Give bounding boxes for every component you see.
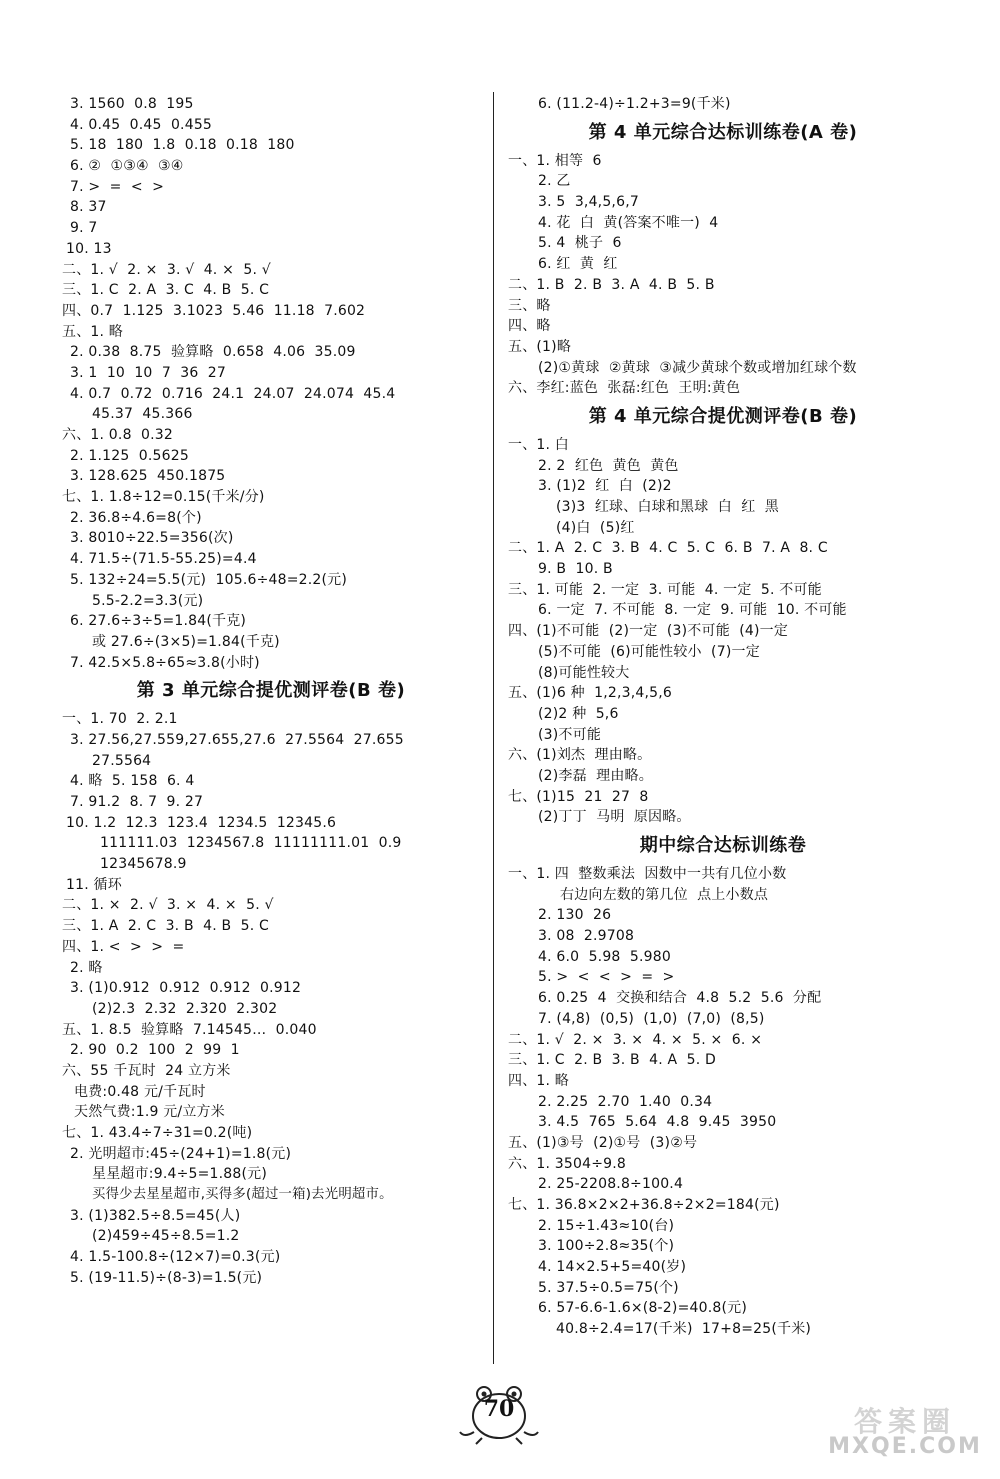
answer-line: 7. > = < >	[70, 178, 165, 195]
answer-line: 111111.03 1234567.8 11111111.01 0.9	[100, 835, 402, 852]
answer-line: 3. (1)382.5÷8.5=45(人)	[70, 1207, 241, 1224]
right-column	[508, 94, 938, 1340]
answer-line: 六、1. 0.8 0.32	[62, 427, 173, 443]
answer-line: (3)不可能	[538, 726, 602, 743]
page-number: 70	[483, 1396, 515, 1422]
answer-line: 一、1. 白	[508, 436, 570, 453]
answer-line: (4)白 (5)红	[556, 519, 635, 536]
answer-line: 六、1. 3504÷9.8	[508, 1155, 627, 1172]
answer-line: 5. 4 桃子 6	[538, 235, 622, 252]
answer-line: 6. 红 黄 红	[538, 256, 618, 273]
answer-line: 7. 42.5×5.8÷65≈3.8(小时)	[70, 654, 260, 671]
answer-line: 四、略	[508, 318, 551, 335]
answer-line: 5. 18 180 1.8 0.18 0.18 180	[70, 137, 295, 154]
section-heading: 第 4 单元综合达标训练卷(A 卷)	[588, 121, 858, 143]
answer-line: 二、1. √ 2. × 3. × 4. × 5. × 6. ×	[508, 1031, 763, 1048]
answer-line: 3. 1 10 10 7 36 27	[70, 364, 226, 381]
answer-line: 5. 132÷24=5.5(元) 105.6÷48=2.2(元)	[70, 571, 348, 588]
answer-line: 8. 37	[70, 199, 107, 216]
answer-line: 4. 71.5÷(71.5-55.25)=4.4	[70, 551, 257, 568]
answer-line: (2)①黄球 ②黄球 ③减少黄球个数或增加红球个数	[538, 359, 857, 376]
answer-line: 四、1. < > > =	[62, 938, 185, 955]
answer-line: 七、1. 36.8×2×2+36.8÷2×2=184(元)	[508, 1197, 780, 1213]
answer-line: 4. 0.45 0.45 0.455	[70, 116, 213, 133]
answer-line: 或 27.6÷(3×5)=1.84(千克)	[92, 633, 280, 650]
left-column	[62, 94, 480, 1289]
answer-line: 40.8÷2.4=17(千米) 17+8=25(千米)	[556, 1321, 812, 1338]
answer-line: 星星超市:9.4÷5=1.88(元)	[92, 1166, 268, 1183]
column-divider	[493, 92, 494, 1364]
answer-line: 27.5564	[92, 752, 152, 769]
answer-line: 七、1. 43.4÷7÷31=0.2(吨)	[62, 1125, 253, 1141]
answer-line: 3. 27.56,27.559,27.655,27.6 27.5564 27.655	[70, 731, 404, 748]
answer-line: 七、(1)15 21 27 8	[508, 788, 649, 805]
answer-line: 10. 13	[66, 240, 112, 257]
watermark-url: MXQE.COM	[828, 1434, 982, 1459]
answer-line: 电费:0.48 元/千瓦时	[74, 1083, 206, 1100]
answer-line: (2)459÷45÷8.5=1.2	[92, 1228, 240, 1245]
answer-line: 4. 1.5-100.8÷(12×7)=0.3(元)	[70, 1249, 281, 1266]
answer-line: 2. 2.25 2.70 1.40 0.34	[538, 1093, 713, 1110]
answer-line: 5. (19-11.5)÷(8-3)=1.5(元)	[70, 1269, 263, 1286]
section-heading: 第 4 单元综合提优测评卷(B 卷)	[588, 405, 858, 427]
answer-line: (2)2 种 5,6	[538, 705, 619, 722]
answer-line: 10. 1.2 12.3 123.4 1234.5 12345.6	[66, 814, 337, 831]
answer-line: 2. 略	[70, 959, 103, 976]
answer-line: 9. B 10. B	[538, 561, 613, 578]
answer-line: 2. 90 0.2 100 2 99 1	[70, 1042, 240, 1059]
answer-line: 一、1. 四 整数乘法 因数中一共有几位小数	[508, 866, 787, 882]
section-heading: 期中综合达标训练卷	[639, 835, 807, 856]
answer-line: 6. 27.6÷3÷5=1.84(千克)	[70, 613, 247, 630]
answer-line: 三、1. C 2. B 3. B 4. A 5. D	[508, 1052, 716, 1069]
answer-line: 9. 7	[70, 220, 98, 237]
answer-line: (2)李磊 理由略。	[538, 767, 653, 784]
answer-line: 一、1. 相等 6	[508, 152, 602, 169]
answer-line: 五、(1)6 种 1,2,3,4,5,6	[508, 685, 672, 702]
answer-line: 3. 1560 0.8 195	[70, 96, 194, 112]
answer-line: 6. 一定 7. 不可能 8. 一定 9. 可能 10. 不可能	[538, 602, 847, 619]
answer-line: 2. 2 红色 黄色 黄色	[538, 457, 679, 474]
answer-line: 三、1. A 2. C 3. B 4. B 5. C	[62, 918, 269, 935]
answer-line: 3. 5 3,4,5,6,7	[538, 194, 639, 211]
answer-line: 5. > < < > = >	[538, 969, 675, 986]
answer-line: 2. 15÷1.43≈10(台)	[538, 1217, 675, 1234]
answer-line: 2. 光明超市:45÷(24+1)=1.8(元)	[70, 1145, 292, 1162]
answer-line: 6. ② ①③④ ③④	[70, 158, 184, 175]
answer-line: (2)丁丁 马明 原因略。	[538, 809, 691, 826]
answer-line: 2. 36.8÷4.6=8(个)	[70, 509, 202, 526]
answer-line: 3. 8010÷22.5=356(次)	[70, 530, 234, 547]
answer-line: 四、1. 略	[508, 1072, 570, 1089]
answer-line: 四、(1)不可能 (2)一定 (3)不可能 (4)一定	[508, 623, 789, 640]
answer-line: 6. 57-6.6-1.6×(8-2)=40.8(元)	[538, 1300, 748, 1317]
section-heading: 第 3 单元综合提优测评卷(B 卷)	[136, 680, 406, 702]
answer-line: 6. 0.25 4 交换和结合 4.8 5.2 5.6 分配	[538, 990, 822, 1007]
answer-line: 4. 花 白 黄(答案不唯一) 4	[538, 214, 719, 231]
answer-line: 2. 25-2208.8÷100.4	[538, 1176, 684, 1193]
answer-line: 五、1. 略	[62, 323, 124, 340]
answer-line: 三、略	[508, 297, 551, 314]
answer-line: 五、(1)③号 (2)①号 (3)②号	[508, 1134, 698, 1151]
answer-line: 6. (11.2-4)÷1.2+3=9(千米)	[538, 96, 731, 112]
answer-line: 六、李红:蓝色 张磊:红色 王明:黄色	[508, 380, 741, 397]
answer-line: 45.37 45.366	[92, 406, 193, 423]
answer-line: 2. 130 26	[538, 907, 612, 924]
answer-line: 买得少去星星超市,买得多(超过一箱)去光明超市。	[92, 1187, 393, 1203]
answer-line: (5)不可能 (6)可能性较小 (7)一定	[538, 643, 760, 660]
watermark	[820, 1400, 990, 1472]
answer-line: 3. (1)2 红 白 (2)2	[538, 478, 672, 495]
answer-line: 天然气费:1.9 元/立方米	[74, 1104, 225, 1121]
answer-line: 4. 6.0 5.98 5.980	[538, 948, 671, 965]
answer-line: 4. 0.7 0.72 0.716 24.1 24.07 24.074 45.4	[70, 385, 396, 402]
answer-line: 5.5-2.2=3.3(元)	[92, 592, 204, 609]
answer-line: 二、1. B 2. B 3. A 4. B 5. B	[508, 276, 715, 293]
answer-line: 3. 100÷2.8≈35(个)	[538, 1238, 675, 1255]
answer-line: 七、1. 1.8÷12=0.15(千米/分)	[62, 489, 265, 506]
answer-line: 二、1. × 2. √ 3. × 4. × 5. √	[62, 897, 274, 914]
answer-line: 二、1. √ 2. × 3. √ 4. × 5. √	[62, 261, 271, 278]
watermark-logo: 答案圈	[853, 1405, 956, 1438]
answer-line: (2)2.3 2.32 2.320 2.302	[92, 1000, 278, 1017]
answer-line: 3. 128.625 450.1875	[70, 468, 226, 485]
answer-line: 四、0.7 1.125 3.1023 5.46 11.18 7.602	[62, 302, 366, 319]
answer-line: 4. 14×2.5+5=40(岁)	[538, 1259, 687, 1276]
answer-line: 一、1. 70 2. 2.1	[62, 711, 178, 728]
answer-line: 五、(1)略	[508, 338, 572, 355]
answer-line: 2. 1.125 0.5625	[70, 447, 189, 464]
answer-line: 五、1. 8.5 验算略 7.14545… 0.040	[62, 1021, 317, 1038]
answer-line: 右边向左数的第几位 点上小数点	[560, 886, 769, 903]
page-number-badge	[458, 1380, 540, 1446]
answer-line: 7. (4,8) (0,5) (1,0) (7,0) (8,5)	[538, 1010, 765, 1027]
answer-line: (8)可能性较大	[538, 664, 630, 681]
answer-line: 3. (1)0.912 0.912 0.912 0.912	[70, 980, 302, 997]
answer-line: 六、55 千瓦时 24 立方米	[62, 1062, 231, 1079]
answer-line: 12345678.9	[100, 856, 187, 873]
answer-line: 7. 91.2 8. 7 9. 27	[70, 794, 204, 810]
answer-line: 2. 乙	[538, 173, 571, 190]
answer-line: 4. 略 5. 158 6. 4	[70, 773, 195, 790]
answer-line: (3)3 红球、白球和黑球 白 红 黑	[556, 499, 779, 515]
answer-line: 三、1. C 2. A 3. C 4. B 5. C	[62, 282, 270, 299]
answer-line: 5. 37.5÷0.5=75(个)	[538, 1279, 679, 1296]
answer-line: 2. 0.38 8.75 验算略 0.658 4.06 35.09	[70, 344, 356, 361]
answer-line: 3. 08 2.9708	[538, 928, 635, 945]
answer-line: 二、1. A 2. C 3. B 4. C 5. C 6. B 7. A 8. C	[508, 540, 828, 557]
answer-line: 六、(1)刘杰 理由略。	[508, 747, 652, 764]
answer-line: 3. 4.5 765 5.64 4.8 9.45 3950	[538, 1114, 777, 1131]
answer-line: 三、1. 可能 2. 一定 3. 可能 4. 一定 5. 不可能	[508, 581, 822, 598]
answer-line: 11. 循环	[66, 876, 122, 893]
